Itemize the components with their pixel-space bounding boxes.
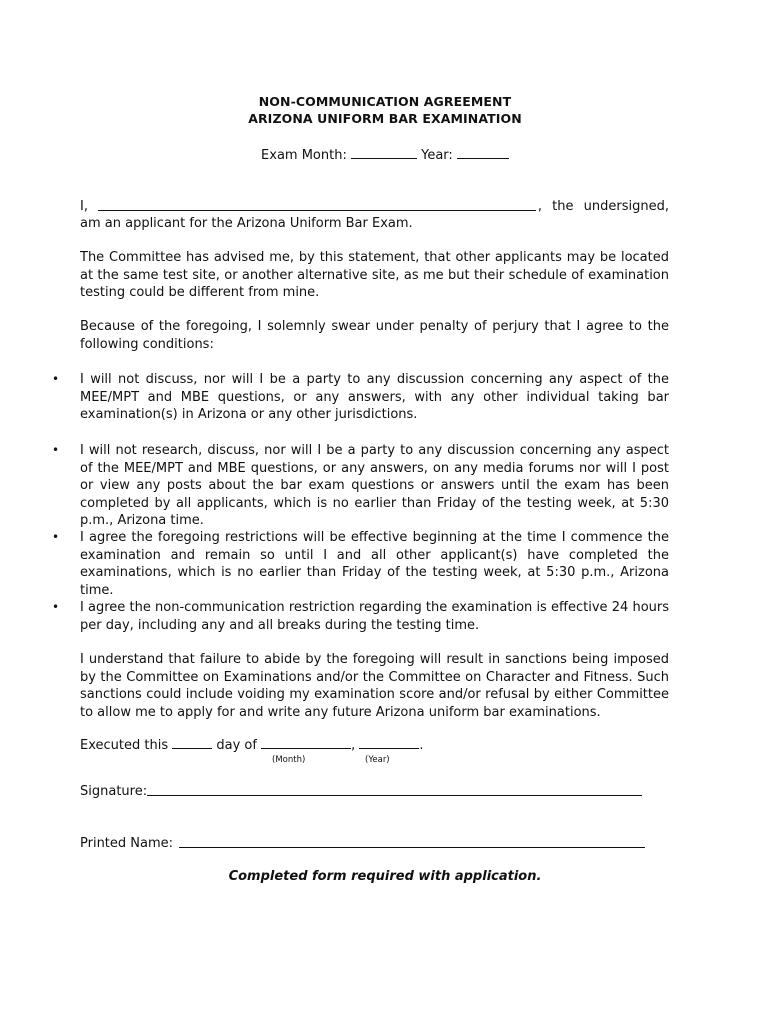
applicant-statement: am an applicant for the Arizona Uniform Bar Exam. [80,216,413,231]
foregoing-paragraph: Because of the foregoing, I solemnly swear under penalty of perjury that I agree to the following conditions: [80,319,669,352]
year-caption: (Year) [365,755,390,765]
bullet-icon: • [52,443,60,457]
printed-name-field[interactable] [179,835,645,848]
executed-period: . [419,738,424,753]
condition-item: I agree the foregoing restrictions will be effective beginning at the time I commence the examination and remain so until I and all other applicant(s) have completed the examinations, which is no earlier than Friday of the testing week, at 5:30 p.m., Arizona time. [80,530,669,598]
bullet-icon: • [52,600,60,614]
condition-item: I agree the non-communication restriction regarding the examination is effective 24 hours per day, including any and all breaks during the testing time. [80,600,669,633]
signature-label: Signature: [80,784,148,799]
executed-prefix: Executed this [80,738,169,753]
exam-year-field[interactable] [457,146,509,159]
document-subtitle: ARIZONA UNIFORM BAR EXAMINATION [248,111,522,126]
exam-date-row [0,146,770,163]
executed-day-field[interactable] [172,736,212,749]
executed-row [80,736,424,753]
signature-field[interactable] [147,783,642,796]
bullet-icon: • [52,530,60,544]
applicant-name-row [80,198,669,214]
footer-note: Completed form required with application. [228,869,542,884]
printed-name-label: Printed Name: [80,836,174,851]
exam-month-field[interactable] [351,146,417,159]
signature-row [80,783,642,799]
printed-name-row [80,835,645,851]
month-caption: (Month) [272,755,306,765]
exam-month-label: Exam Month: [261,148,347,163]
applicant-prefix: I, [80,199,88,214]
applicant-name-field[interactable] [98,198,536,211]
condition-item: I will not discuss, nor will I be a party to any discussion concerning any aspect of the MEE/MPT and MBE questions, or any answers, with any other individual taking bar examination(s) in Arizona or any other jurisdictions. [80,372,669,422]
condition-item: I will not research, discuss, nor will I be a party to any discussion concerning any aspect of the MEE/MPT and MBE questions, or any answers, on any media forums nor will I post or view any posts about the bar exam questions or answers until the exam has been completed by all applicants, which is no earlier than Friday of the testing week, at 5:30 p.m., Arizona time. [80,443,669,528]
committee-paragraph: The Committee has advised me, by this statement, that other applicants may be located at the same test site, or another alternative site, as me but their schedule of examination testing could be different from mine. [80,250,669,300]
document-title: NON-COMMUNICATION AGREEMENT [258,94,512,109]
executed-day-of: day of [216,738,257,753]
executed-month-field[interactable] [261,736,351,749]
executed-comma: , [351,738,356,753]
exam-year-label: Year: [421,148,453,163]
bullet-icon: • [52,372,60,386]
applicant-suffix: , the undersigned, [537,199,669,214]
sanctions-paragraph: I understand that failure to abide by the foregoing will result in sanctions being imposed by the Committee on Examinations and/or the Committee on Character and Fitness. Such sanctions could include voiding my examination score and/or refusal by either Committee to allow me to apply for and write any future Arizona uniform bar examinations. [80,652,669,720]
executed-year-field[interactable] [359,736,419,749]
